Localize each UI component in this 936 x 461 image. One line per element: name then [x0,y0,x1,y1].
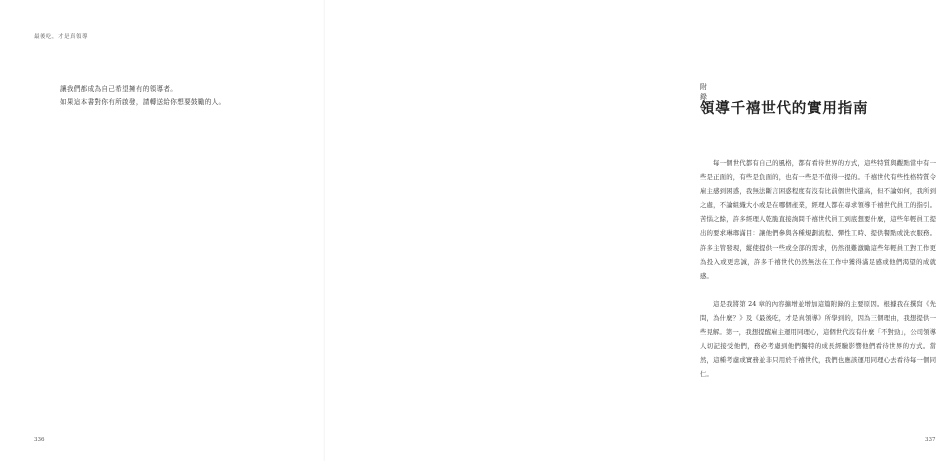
running-head: 最後吃，才是真領導 [34,34,89,40]
paragraph: 每一個世代都有自己的風格，都有看待世界的方式，這些特質與觀點當中有一些是正面的，有些是負面的，也有一些是不值得一提的。千禧世代有些性格特質令雇主感到困惑，我無法斷言困惑程度有沒有比前個世代還高，但不論如何，我所到之處，不論組織大小或是在哪個產業，經理人都在尋求領導千禧世代員工的指引。苦惱之餘，許多經理人乾脆直接詢問千禧世代員工到底想要什麼，這些年輕員工提出的要求琳瑯滿目：讓他們參與各種規劃流程、彈性工時、提供餐點或洗衣服務。許多主管發現，縱使提供一些或全部的需求，仍然很難激勵這些年輕員工對工作更為投入或更忠誠，許多千禧世代仍然無法在工作中獲得滿足感或他們渴望的成就感。 [700,159,936,280]
closing-line: 讓我們都成為自己希望擁有的領導者。 [60,85,178,93]
closing-line: 如果這本書對你有所啟發，請轉送給你想要鼓勵的人。 [60,98,226,106]
page-number-right: 337 [925,437,936,443]
chapter-title: 領導千禧世代的實用指南 [700,100,869,117]
closing-text [60,83,310,109]
right-page [325,0,936,461]
page-number-left: 336 [34,437,45,443]
body-text [700,156,936,381]
left-page [0,0,325,461]
paragraph: 這是我將第 24 章的內容擴增並增加這篇附錄的主要原因。根據我在撰寫《先問，為什麼？》及《最後吃，才是真領導》所學到的，因為三個理由，我想提供一些見解。第一，我想提醒雇主運用同理心，這個世代沒有什麼「不對勁」，公司領導人切記接受他們，務必考慮到他們獨特的成長經驗影響他們看待世界的方式。當然，這種考慮或實務並非只用於千禧世代，我們也應該運用同理心去看待每一個同仁。 [700,299,936,379]
section-label: 附錄 [700,83,707,101]
